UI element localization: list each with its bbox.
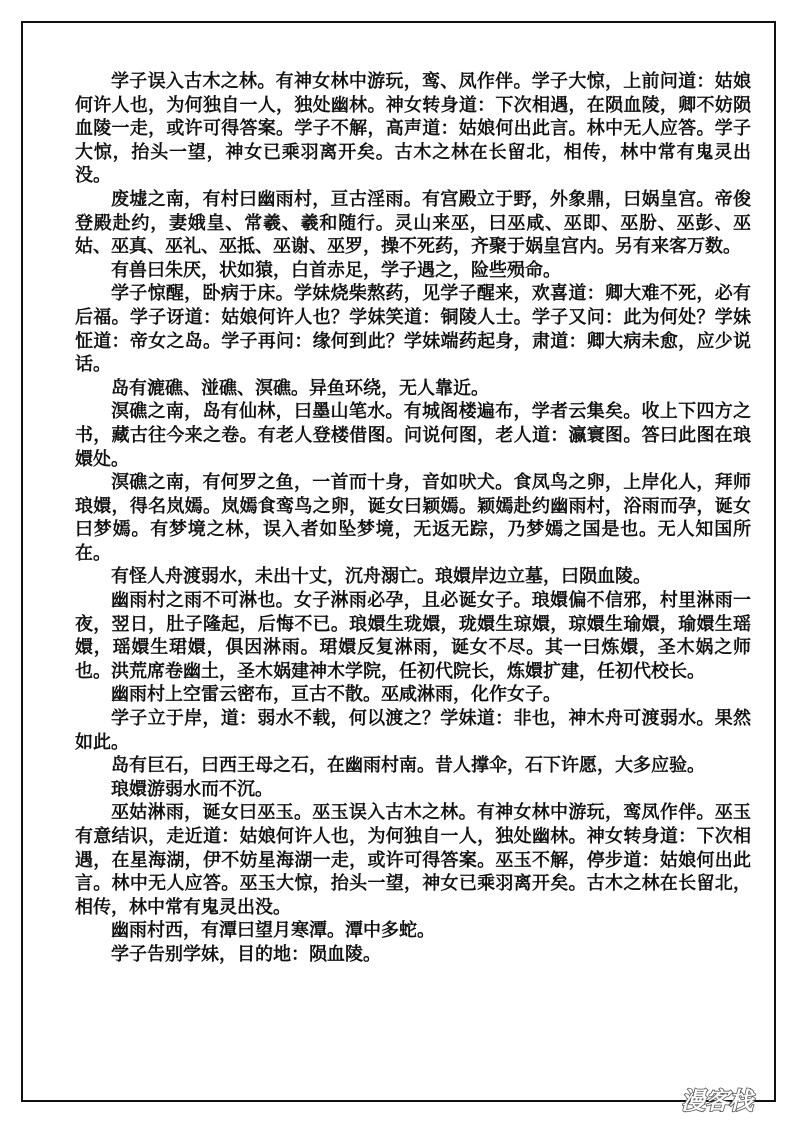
paragraph: 幽雨村上空雷云密布，亘古不散。巫咸淋雨，化作女子。 bbox=[111, 684, 561, 706]
paragraph: 学子立于岸，道：弱水不载，何以渡之？学妹道：非也，神木舟可渡弱水。果然如此。 bbox=[75, 708, 751, 753]
watermark-logo bbox=[662, 1083, 772, 1117]
paragraph: 有怪人舟渡弱水，未出十丈，沉舟溺亡。琅嬛岸边立墓，曰陨血陵。 bbox=[111, 566, 651, 588]
document-body bbox=[75, 70, 751, 967]
paragraph: 琅嬛游弱水而不沉。 bbox=[111, 778, 273, 800]
paragraph: 学子误入古木之林。有神女林中游玩，鸾、凤作伴。学子大惊，上前问道：姑娘何许人也，为何独自一人，独处幽林。神女转身道：下次相遇，在陨血陵，卿不妨陨血陵一走，或许可得答案。学子不解，高声道：姑娘何出此言。林中无人应答。学子大惊，抬头一望，神女已乘羽离开矣。古木之林在长留北，相传，林中常有鬼灵出没。 bbox=[75, 71, 751, 187]
paragraph: 学子惊醒，卧病于床。学妹烧柴熬药，见学子醒来，欢喜道：卿大难不死，必有后福。学子讶道：姑娘何许人也？学妹笑道：铜陵人士。学子又问：此为何处？学妹怔道：帝女之岛。学子再问：缘何到此？学妹端药起身，肃道：卿大病未愈，应少说话。 bbox=[75, 283, 751, 376]
paragraph: 学子告别学妹，目的地：陨血陵。 bbox=[111, 943, 381, 965]
paragraph: 巫姑淋雨，诞女曰巫玉。巫玉误入古木之林。有神女林中游玩，鸾凤作伴。巫玉有意结识，走近道：姑娘何许人也，为何独自一人，独处幽林。神女转身道：下次相遇，在星海湖，伊不妨星海湖一走，或许可得答案。巫玉不解，停步道：姑娘何出此言。林中无人应答。巫玉大惊，抬头一望，神女已乘羽离开矣。古木之林在长留北，相传，林中常有鬼灵出没。 bbox=[75, 802, 751, 918]
paragraph: 幽雨村西，有潭曰望月寒潭。潭中多蛇。 bbox=[111, 920, 435, 942]
paragraph: 岛有漉礁、湴礁、溟礁。异鱼环绕，无人靠近。 bbox=[111, 377, 489, 399]
paragraph: 废墟之南，有村曰幽雨村，亘古淫雨。有宫殿立于野，外象鼎，曰娲皇宫。帝俊登殿赴约，妻娥皇、常羲、羲和随行。灵山来巫，曰巫咸、巫即、巫朌、巫彭、巫姑、巫真、巫礼、巫抵、巫谢、巫罗，操不死药，齐聚于娲皇宫内。另有来客万数。 bbox=[75, 188, 751, 258]
paragraph: 有兽曰朱厌，状如猿，白首赤足，学子遇之，险些殒命。 bbox=[111, 259, 561, 281]
paragraph: 岛有巨石，曰西王母之石，在幽雨村南。昔人撑伞，石下许愿，大多应验。 bbox=[111, 755, 705, 777]
paragraph: 溟礁之南，有何罗之鱼，一首而十身，音如吠犬。食凤鸟之卵，上岸化人，拜师琅嬛，得名岚嫣。岚嫣食鸾鸟之卵，诞女曰颖嫣。颖嫣赴约幽雨村，浴雨而孕，诞女曰梦嫣。有梦境之林，误入者如坠梦境，无返无踪，乃梦嫣之国是也。无人知国所在。 bbox=[75, 472, 751, 564]
paragraph: 溟礁之南，岛有仙林，曰墨山笔水。有城阁楼遍布，学者云集矣。收上下四方之书，藏古往今来之卷。有老人登楼借图。问说何图，老人道：瀛寰图。答曰此图在琅嬛处。 bbox=[75, 401, 751, 470]
svg-text:漫客栈: 漫客栈 bbox=[681, 1087, 753, 1115]
paragraph: 幽雨村之雨不可淋也。女子淋雨必孕，且必诞女子。琅嬛偏不信邪，村里淋雨一夜，翌日，肚子隆起，后悔不已。琅嬛生珑嬛，珑嬛生琼嬛，琼嬛生瑜嬛，瑜嬛生瑶嬛，瑶嬛生珺嬛，俱因淋雨。珺嬛反复淋雨，诞女不尽。其一曰炼嬛，圣木娲之师也。洪荒席卷幽土，圣木娲建神木学院，任初代院长，炼嬛扩建，任初代校长。 bbox=[75, 590, 751, 682]
